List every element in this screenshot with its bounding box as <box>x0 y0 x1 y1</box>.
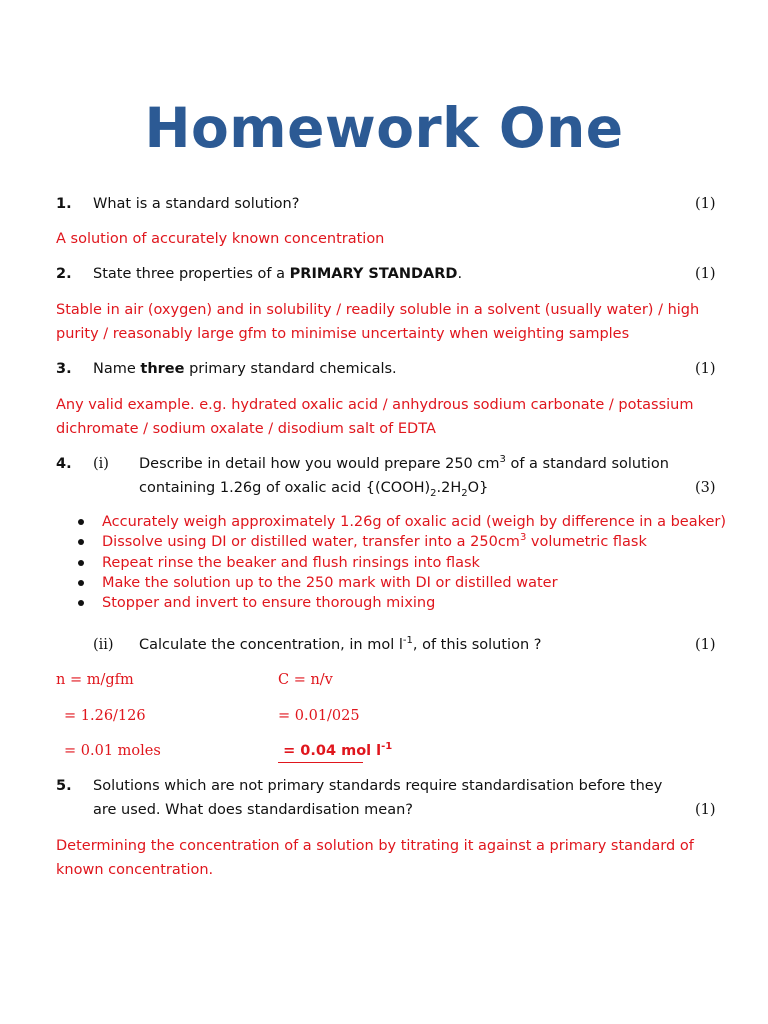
q3-text: Name three primary standard chemicals. <box>93 361 397 377</box>
q2-answer-line1: Stable in air (oxygen) and in solubility / readily soluble in a solvent (usually water) / high <box>56 302 700 318</box>
q4-answer-list <box>78 512 726 613</box>
q5-number: 5. <box>56 778 72 794</box>
q4-part-ii-label: (ii) <box>93 637 114 653</box>
list-item: Stopper and invert to ensure thorough mixing <box>78 593 726 613</box>
q4-part-i-line1: Describe in detail how you would prepare 250 $cm^3$ of a standard solution <box>139 454 669 472</box>
list-item: Accurately weigh approximately 1.26g of oxalic acid (weigh by difference in a beaker) <box>78 512 726 532</box>
q1-number: 1. <box>56 196 72 212</box>
q4-part-ii-text: Calculate the concentration, in mol $l^{-1}$, of this solution ? <box>139 635 542 653</box>
q5-answer-line1: Determining the concentration of a solution by titrating it against a primary standard of <box>56 838 694 854</box>
q4-number: 4. <box>56 456 72 472</box>
q2-answer-line2: purity / reasonably large gfm to minimise uncertainty when weighting samples <box>56 326 630 342</box>
calc-moles-result: = 0.01 moles <box>64 743 161 759</box>
q1-answer: A solution of accurately known concentration <box>56 231 385 247</box>
q3-marks: (1) <box>695 361 716 377</box>
q3-number: 3. <box>56 361 72 377</box>
bullet-icon <box>78 600 84 606</box>
q1-text: What is a standard solution? <box>93 196 300 212</box>
bullet-icon <box>78 560 84 566</box>
q2-number: 2. <box>56 266 72 282</box>
bullet-icon <box>78 519 84 525</box>
bullet-icon <box>78 539 84 545</box>
q3-answer-line1: Any valid example. e.g. hydrated oxalic acid / anhydrous sodium carbonate / potassium <box>56 397 694 413</box>
page-title: Homework One <box>144 96 624 160</box>
calc-concentration-result: = 0.04 mol $l^{-1}$ <box>278 740 363 763</box>
q1-marks: (1) <box>695 196 716 212</box>
q3-answer-line2: dichromate / sodium oxalate / disodium salt of EDTA <box>56 421 436 437</box>
bullet-icon <box>78 580 84 586</box>
calc-concentration-substitution: = 0.01/025 <box>278 708 360 724</box>
list-item: Make the solution up to the 250 mark with DI or distilled water <box>78 573 726 593</box>
list-item: Repeat rinse the beaker and flush rinsings into flask <box>78 553 726 573</box>
q5-answer-line2: known concentration. <box>56 862 214 878</box>
calc-concentration-formula: C = n/v <box>278 672 333 688</box>
calc-moles-substitution: = 1.26/126 <box>64 708 146 724</box>
q4-part-i-label: (i) <box>93 456 109 472</box>
q4-part-i-line2: containing 1.26g of oxalic acid $\{(COOH)_2.2H_2O\}$ <box>139 480 489 499</box>
q5-text-line2: are used. What does standardisation mean? <box>93 802 413 818</box>
q2-text: State three properties of a PRIMARY STANDARD. <box>93 266 463 282</box>
q2-marks: (1) <box>695 266 716 282</box>
q4-part-i-marks: (3) <box>695 480 716 496</box>
calc-moles-formula: n = m/gfm <box>56 672 134 688</box>
q5-marks: (1) <box>695 802 716 818</box>
q5-text-line1: Solutions which are not primary standards require standardisation before they <box>93 778 663 794</box>
q4-part-ii-marks: (1) <box>695 637 716 653</box>
list-item: Dissolve using DI or distilled water, transfer into a $250cm^3$ volumetric flask <box>78 532 726 552</box>
